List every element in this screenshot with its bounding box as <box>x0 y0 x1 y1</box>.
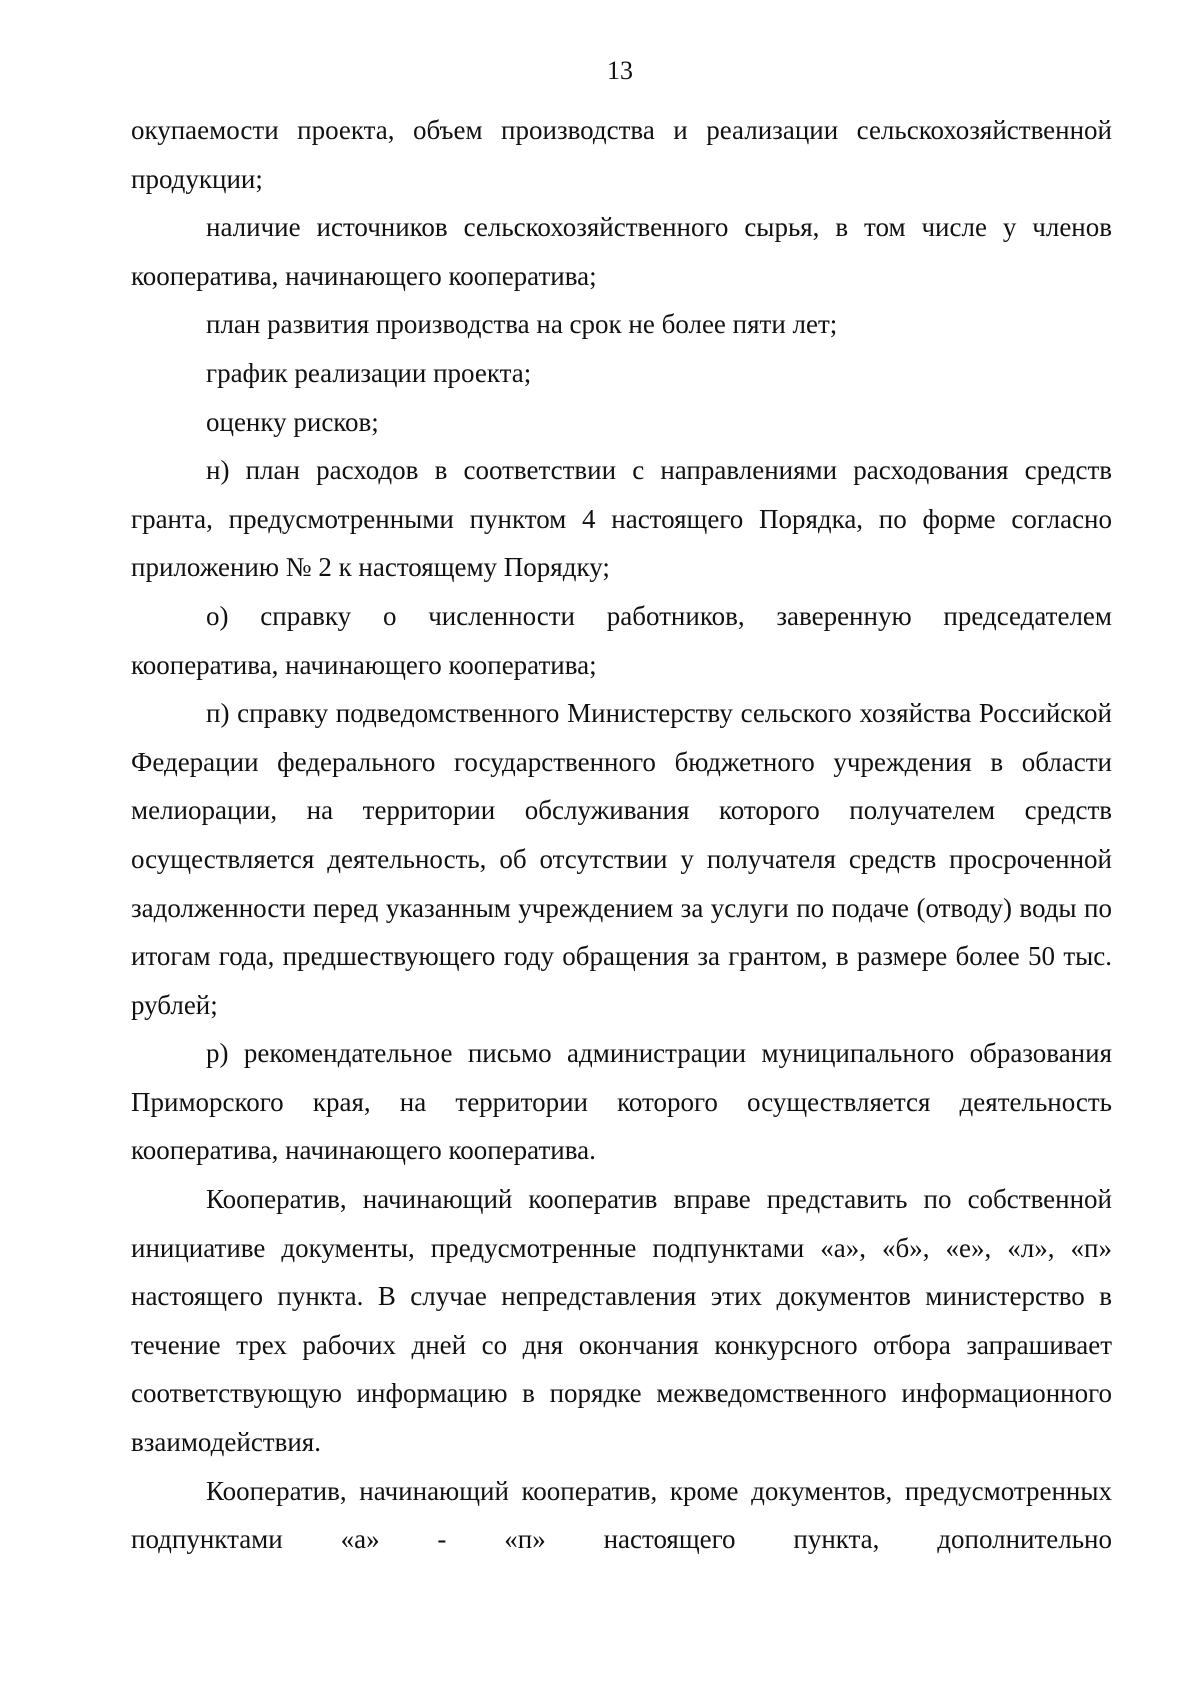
paragraph-risk-assessment: оценку рисков; <box>206 406 379 437</box>
paragraph-development-plan: план развития производства на срок не более пяти лет; <box>206 309 838 340</box>
paragraph-item-o: о) справку о численности работников, заверенную председателем кооператива, начинающего кооператива; <box>131 600 1112 680</box>
paragraph-raw-materials: наличие источников сельскохозяйственного сырья, в том числе у членов кооператива, начинающего кооператива; <box>131 212 1112 291</box>
paragraph-item-n: н) план расходов в соответствии с направлениями расходования средств гранта, предусмотренными пунктом 4 настоящего Порядка, по форме согласно приложению № 2 к настоящему Порядку; <box>131 455 1112 583</box>
paragraph-item-r: р) рекомендательное письмо администрации муниципального образования Приморского края, на территории которого осуществляется деятельность кооператива, начинающего кооператива. <box>131 1038 1112 1166</box>
document-body <box>131 106 1112 1564</box>
paragraph-cooperative-documents: Кооператив, начинающий кооператив вправе представить по собственной инициативе документы, предусмотренные подпунктами «а», «б», «е», «л», «п» настоящего пункта. В случае непредставления этих документов министерство в течение трех рабочих дней со дня окончания конкурсного отбора запрашивает соответствующую информацию в порядке межведомственного информационного взаимодействия. <box>131 1184 1112 1458</box>
paragraph-implementation-schedule: график реализации проекта; <box>206 357 532 388</box>
page-number: 13 <box>607 56 633 85</box>
paragraph-cooperative-additional: Кооператив, начинающий кооператив, кроме документов, предусмотренных подпунктами «а» - «п» настоящего пункта, дополнительно <box>131 1475 1112 1555</box>
paragraph-item-p: п) справку подведомственного Министерству сельского хозяйства Российской Федерации федерального государственного бюджетного учреждения в области мелиорации, на территории обслуживания которого получателем средств осуществляется деятельность, об отсутствии у получателя средств просроченной задолженности перед указанным учреждением за услуги по подаче (отводу) воды по итогам года, предшествующего году обращения за грантом, в размере более 50 тыс. рублей; <box>131 698 1112 1020</box>
paragraph-payback-continuation: окупаемости проекта, объем производства и реализации сельскохозяйственной продукции; <box>131 115 1112 194</box>
